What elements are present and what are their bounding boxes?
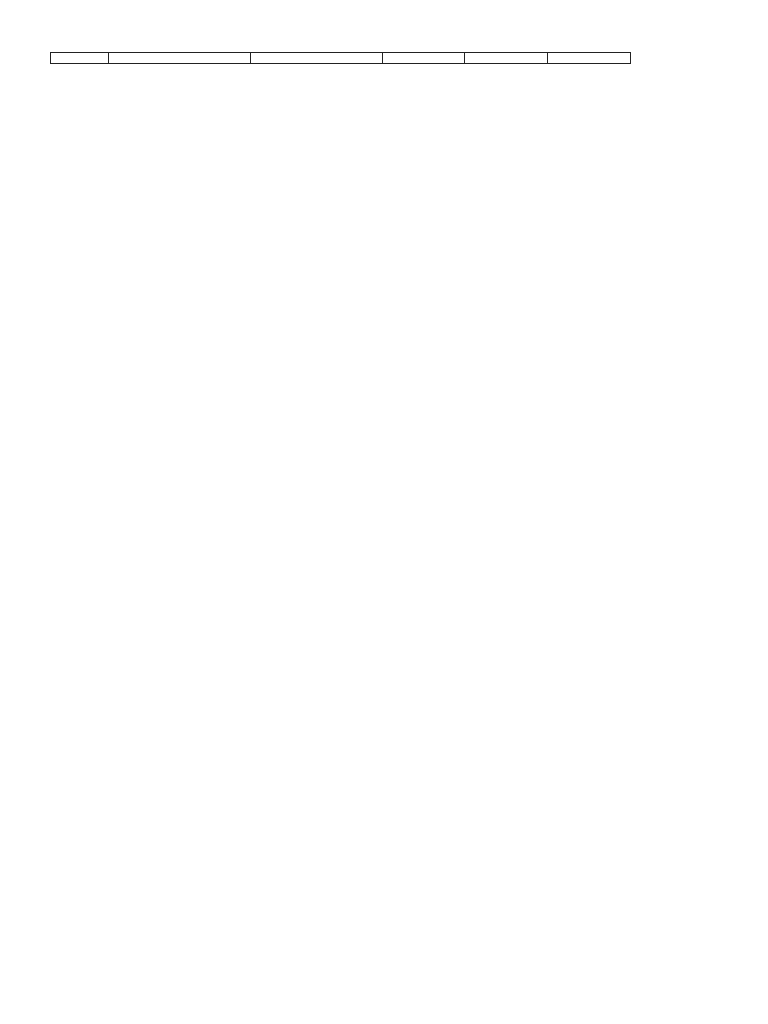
- header-parcial: [383, 53, 465, 63]
- header-abono: [548, 53, 630, 63]
- journal-sheet: [50, 52, 631, 64]
- header-fecha: [51, 53, 109, 63]
- header-cargo: [465, 53, 548, 63]
- column-header-row: [50, 52, 631, 64]
- header-debe: [109, 53, 251, 63]
- header-haber: [251, 53, 383, 63]
